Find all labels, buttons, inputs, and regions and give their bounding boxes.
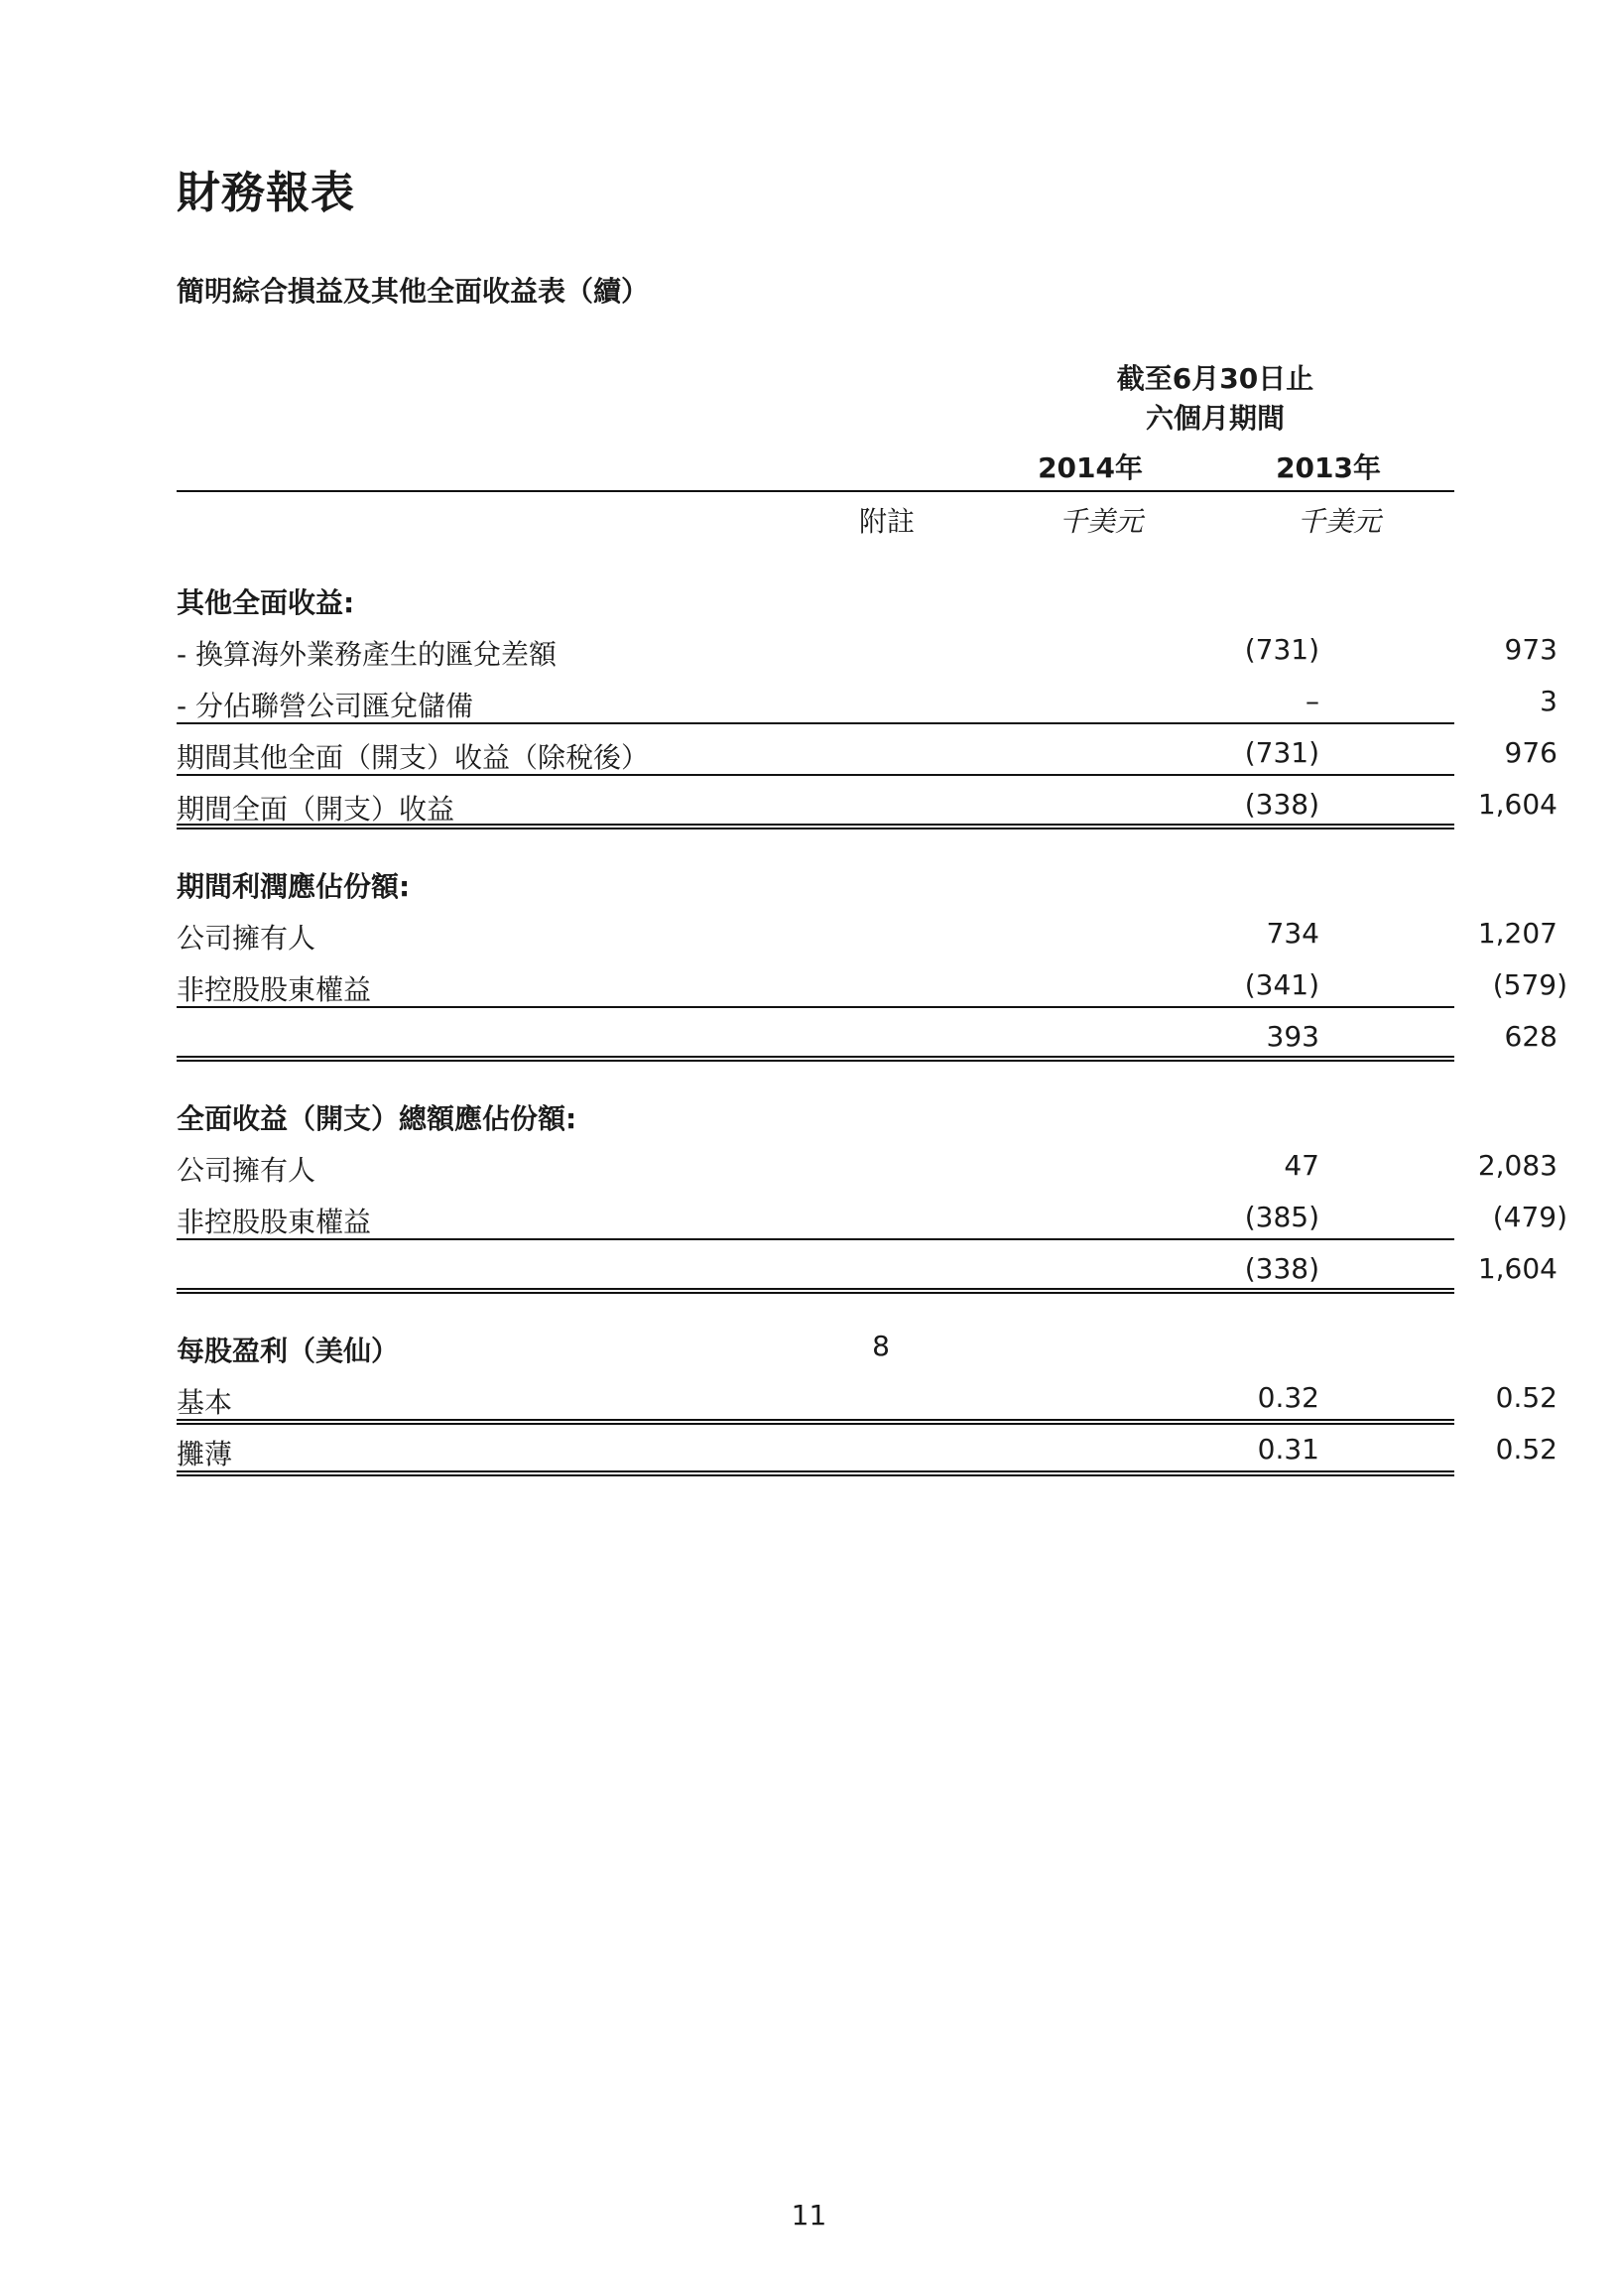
year-2014-header: 2014年: [1038, 451, 1143, 484]
section-heading-label: 全面收益（開支）總額應佔份額:: [177, 1102, 577, 1135]
row-rule: [177, 1006, 1454, 1008]
row-rule: [177, 1238, 1454, 1240]
value-2013: 1,604: [1477, 788, 1557, 821]
value-2014: (385): [1244, 1201, 1319, 1233]
page-title: 財務報表: [177, 168, 355, 218]
value-2014: (731): [1244, 736, 1319, 769]
value-2013: (579): [1492, 968, 1567, 1001]
value-2014: 47: [1284, 1149, 1319, 1182]
value-2013: 1,207: [1477, 917, 1557, 950]
table-row: [177, 728, 1557, 780]
note-reference: 8: [872, 1330, 890, 1362]
total-double-rule: [177, 1470, 1454, 1476]
period-line-2: 六個月期間: [1145, 402, 1285, 435]
table-row: [177, 1193, 1567, 1244]
row-label: 公司擁有人: [177, 922, 316, 955]
period-line-1: 截至6月30日止: [1116, 362, 1314, 395]
value-2013: 1,604: [1477, 1252, 1557, 1285]
table-row: [177, 625, 1557, 677]
row-label: 期間其他全面（開支）收益（除稅後）: [177, 741, 650, 774]
year-2013-header: 2013年: [1276, 451, 1381, 484]
value-2014: –: [1306, 685, 1319, 717]
value-2013: 0.52: [1495, 1381, 1557, 1414]
value-2013: 0.52: [1495, 1433, 1557, 1466]
section-heading-label: 期間利潤應佔份額:: [177, 870, 411, 903]
value-2013: 628: [1504, 1020, 1557, 1053]
row-rule: [177, 722, 1454, 724]
table-row: [177, 677, 1557, 728]
value-2014: 0.32: [1257, 1381, 1319, 1414]
section-heading-profit-attributable: [177, 857, 1454, 909]
row-rule: [177, 774, 1454, 776]
value-2014: (338): [1244, 788, 1319, 821]
table-row: [177, 1141, 1557, 1193]
row-label: - 換算海外業務產生的匯兌差額: [177, 638, 558, 671]
row-label: 非控股股東權益: [177, 973, 372, 1006]
value-2013: 976: [1504, 736, 1557, 769]
unit-2014-header: 千美元: [1058, 505, 1143, 538]
table-row: [177, 1425, 1557, 1476]
value-2013: (479): [1492, 1201, 1567, 1233]
section-heading-eps: [177, 1322, 1454, 1373]
value-2014: 0.31: [1257, 1433, 1319, 1466]
value-2014: 734: [1266, 917, 1319, 950]
header-rule: [177, 490, 1454, 492]
note-column-header: 附註: [858, 505, 915, 538]
row-label: 非控股股東權益: [177, 1206, 372, 1238]
period-header: [1042, 359, 1389, 439]
value-2013: 3: [1540, 685, 1557, 717]
section-heading-label: 每股盈利（美仙）: [177, 1335, 400, 1367]
value-2014: (341): [1244, 968, 1319, 1001]
value-2014: (338): [1244, 1252, 1319, 1285]
unit-2013-header: 千美元: [1297, 505, 1381, 538]
page-number: 11: [791, 2199, 827, 2232]
value-2014: 393: [1266, 1020, 1319, 1053]
row-label: - 分佔聯營公司匯兌儲備: [177, 690, 474, 722]
total-double-rule: [177, 1288, 1454, 1294]
value-2014: (731): [1244, 633, 1319, 666]
table-row: [177, 909, 1557, 960]
table-row: [177, 960, 1567, 1012]
section-heading-total-attributable: [177, 1089, 1454, 1141]
value-2013: 2,083: [1477, 1149, 1557, 1182]
value-2013: 973: [1504, 633, 1557, 666]
row-label: 基本: [177, 1386, 233, 1419]
total-double-rule: [177, 1056, 1454, 1062]
section-heading-oci: [177, 574, 1454, 625]
row-label: 期間全面（開支）收益: [177, 793, 455, 826]
section-heading-label: 其他全面收益:: [177, 586, 355, 619]
statement-subtitle: 簡明綜合損益及其他全面收益表（續）: [177, 275, 650, 308]
row-label: 攤薄: [177, 1438, 233, 1470]
total-double-rule: [177, 824, 1454, 829]
table-row: [177, 1373, 1557, 1425]
row-label: 公司擁有人: [177, 1154, 316, 1187]
